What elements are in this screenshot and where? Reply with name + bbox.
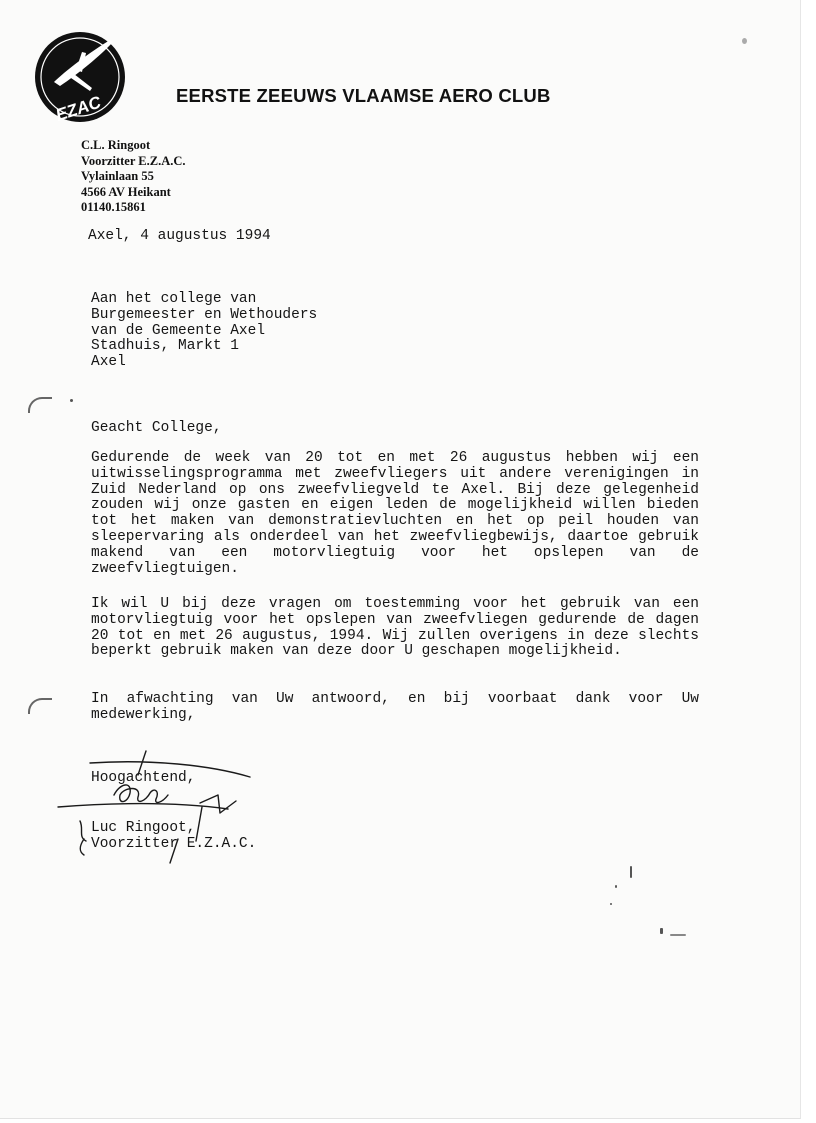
sender-role: Voorzitter E.Z.A.C. bbox=[81, 153, 186, 168]
addressee-line: Aan het college van bbox=[91, 291, 257, 307]
salutation: Geacht College, bbox=[91, 420, 222, 436]
letter-date: Axel, 4 augustus 1994 bbox=[88, 228, 271, 244]
signatory-title: Voorzitter E.Z.A.C. bbox=[91, 836, 257, 852]
body-paragraph: Gedurende de week van 20 tot en met 26 augustus hebben wij een uitwisselingsprogramma met zweefvliegers uit andere verenigingen in Zuid Nederland op ons zweefvliegveld te Axel. Bij deze gelegenheid zouden wij onze gasten en eigen leden de mogelijkheid willen bieden tot het maken van demonstratievluchten en het op peil houden van sleepervaring als onderdeel van het zweefvliegbewijs, daartoe gebruik makend van een motorvliegtuig voor het opslepen van de zweefvliegtuigen. bbox=[91, 450, 699, 577]
signatory-name: Luc Ringoot, bbox=[91, 820, 196, 836]
sender-name: C.L. Ringoot bbox=[81, 138, 151, 152]
ezac-logo bbox=[30, 30, 130, 125]
paper-speck bbox=[615, 885, 617, 888]
sender-phone: 01140.15861 bbox=[81, 200, 146, 214]
punch-hole-mark bbox=[28, 397, 52, 413]
handwritten-signature-icon bbox=[50, 745, 280, 865]
club-name: EERSTE ZEEUWS VLAAMSE AERO CLUB bbox=[176, 85, 551, 106]
body-paragraph: In afwachting van Uw antwoord, en bij voorbaat dank voor Uw medewerking, bbox=[91, 691, 699, 723]
sender-street: Vylainlaan 55 bbox=[81, 169, 154, 183]
paper-speck bbox=[660, 928, 663, 934]
paper-speck bbox=[742, 38, 747, 44]
paper-speck bbox=[670, 934, 686, 936]
logo-text: EZAC bbox=[53, 92, 104, 125]
sender-postcode-city: 4566 AV Heikant bbox=[81, 184, 171, 199]
paper-speck bbox=[630, 866, 632, 878]
addressee-line: Axel bbox=[91, 354, 126, 371]
punch-hole-mark bbox=[28, 698, 52, 714]
sender-block bbox=[81, 138, 186, 216]
addressee-line: Stadhuis, Markt 1 bbox=[91, 338, 239, 355]
closing: Hoogachtend, bbox=[91, 770, 196, 786]
body-paragraph: Ik wil U bij deze vragen om toestemming voor het gebruik van een motorvliegtuig voor het opslepen van zweefvliegen gedurende de dagen 20 tot en met 26 augustus, 1994. Wij zullen overigens in deze slechts beperkt gebruik maken van deze door U geschapen mogelijkheid. bbox=[91, 596, 699, 660]
addressee-line: Burgemeester en Wethouders bbox=[91, 306, 318, 323]
addressee-line: van de Gemeente Axel bbox=[91, 322, 266, 339]
addressee-block bbox=[91, 292, 317, 371]
paper-speck bbox=[70, 399, 73, 402]
paper-speck bbox=[610, 903, 612, 905]
